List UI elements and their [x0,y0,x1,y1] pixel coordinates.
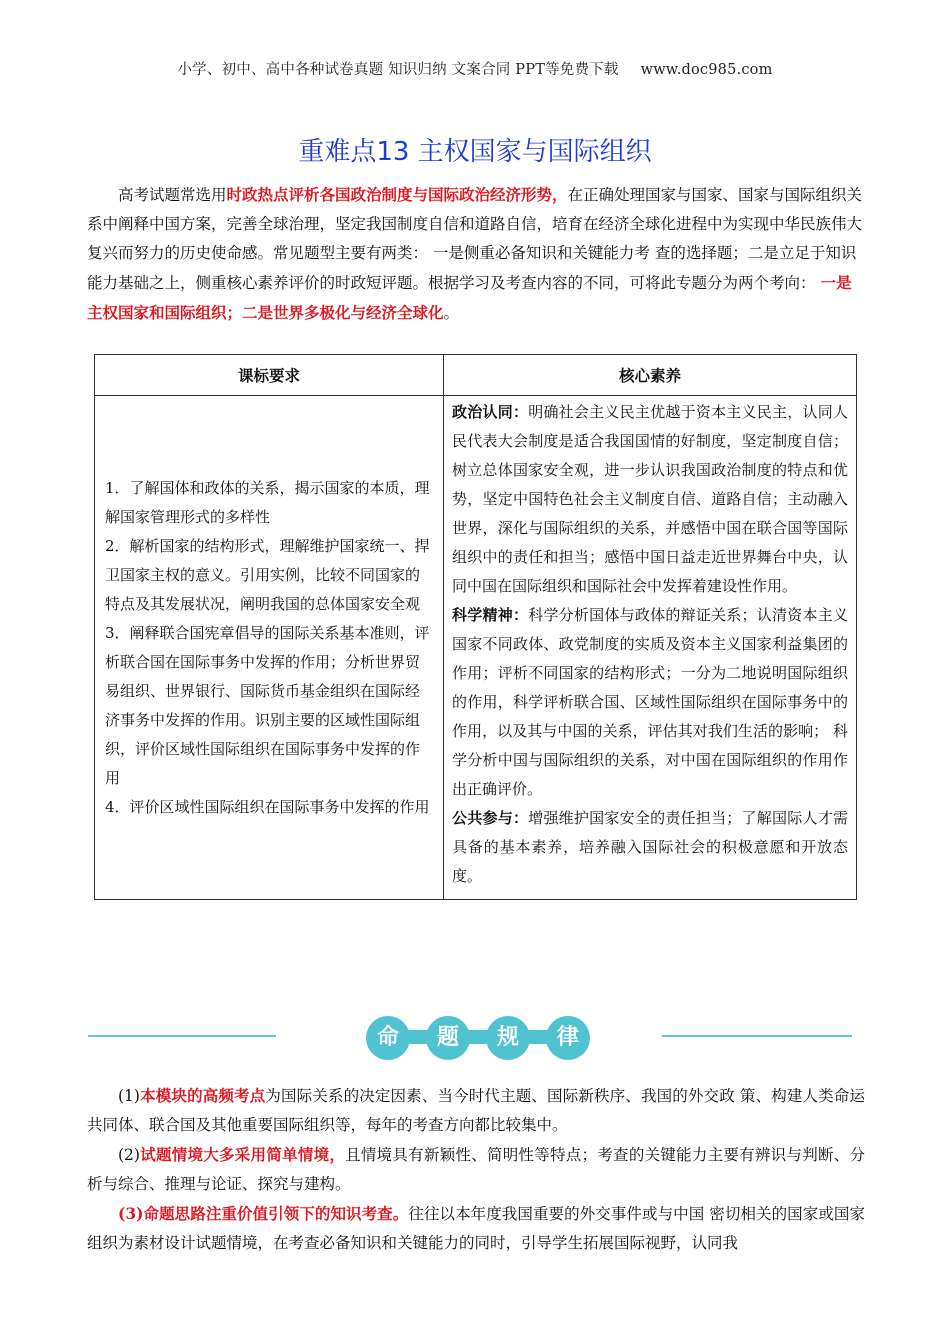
literacy-label: 政治认同： [452,403,529,421]
intro-highlight-2: 一是主权国家和国际组织；二是世界多极化与经济全球化 [87,273,852,322]
section-badge: 命 [366,1016,410,1060]
table-header-standards: 课标要求 [95,355,444,396]
literacy-item [452,601,848,804]
rule-paragraph [87,1081,865,1140]
requirement-item: 1．了解国体和政体的关系，揭示国家的本质，理解国家管理形式的多样性 [105,478,430,526]
requirement-item: 3．阐释联合国宪章倡导的国际关系基本准则，评析联合国在国际事务中发挥的作用；分析世界贸易组织、世界银行、国际货币基金组织在国际经济事务中发挥的作用。识别主要的区域性国际组织，评价区域性国际组织在国际事务中发挥的作用 [105,623,430,787]
page-header [0,58,950,79]
section-badge: 律 [546,1016,590,1060]
requirement-item: 2．解析国家的结构形式，理解维护国家统一、捍卫国家主权的意义。引用实例，比较不同国家的特点及其发展状况，阐明我国的总体国家安全观 [105,536,430,613]
rule-text: 往往以本年度我国重要的外交事件或与中国 密切相关的国家或国家组织为素材设计试题情境，在考查必备知识和关键能力的同时，引导学生拓展国际视野，认同我 [87,1205,865,1252]
literacy-label: 公共参与： [452,809,529,827]
page-title: 重难点13 主权国家与国际组织 [298,137,652,167]
intro-paragraph [87,180,865,328]
rules-section [87,1081,865,1258]
section-badge: 题 [426,1016,470,1060]
intro-highlight-1: 时政热点评析各国政治制度与国际政治经济形势， [226,185,568,204]
literacy-item [452,398,848,601]
rule-highlight: (3)命题思路注重价值引领下的知识考查。 [118,1204,409,1223]
rule-text: 且情境具有新颖性、简明性等特点；考查的关键能力主要有辨识与判断、分析与综合、推理与论证、探究与建构。 [87,1146,865,1193]
rule-number: (2) [118,1146,140,1164]
standards-cell [95,396,444,900]
intro-text-1: 高考试题常选用 [118,186,227,204]
intro-text-3: 。 [443,304,460,322]
requirement-item: 4．评价区域性国际组织在国际事务中发挥的作用 [105,797,430,816]
section-divider-right [662,1035,852,1037]
literacy-cell [444,396,857,900]
rule-text: 为国际关系的决定因素、当今时代主题、国际新秩序、我国的外交政 策、构建人类命运共同体、联合国及其他重要国际组织等，每年的考查方向都比较集中。 [87,1087,865,1134]
table-header-literacy: 核心素养 [444,355,857,396]
literacy-text: 增强维护国家安全的责任担当；了解国际人才需具备的基本素养，培养融入国际社会的积极意愿和开放态度。 [452,809,848,885]
literacy-item [452,804,848,891]
header-url[interactable]: www.doc985.com [640,62,773,78]
requirements-table [94,354,857,900]
rule-paragraph [87,1140,865,1199]
intro-text-2: 在正确处理国家与国家、国家与国际组织关系中阐释中国方案，完善全球治理，坚定我国制度自信和道路自信，培育在经济全球化进程中为实现中华民族伟大复兴而努力的历史使命感。常见题型主要有两类： 一是侧重必备知识和关键能力考 查的选择题；二是立足于知识能力基础之上，侧重核心素养评价的时政短评题。根据学习及考查内容的不同，可将此专题分为两个考向： [87,186,863,292]
section-badge: 规 [486,1016,530,1060]
rule-highlight: 本模块的高频考点 [139,1086,266,1105]
literacy-text: 科学分析国体与政体的辩证关系；认清资本主义国家不同政体、政党制度的实质及资本主义国家利益集团的作用；评析不同国家的结构形式；一分为二地说明国际组织的作用，科学评析联合国、区域性国际组织在国际事务中的作用，以及其与中国的关系，评估其对我们生活的影响； 科学分析中国与国际组织的关系，对中国在国际组织的作用作出正确评价。 [452,606,848,798]
literacy-text: 明确社会主义民主优越于资本主义民主，认同人民代表大会制度是适合我国国情的好制度，坚定制度自信；树立总体国家安全观，进一步认识我国政治制度的特点和优势，坚定中国特色社会主义制度自信、道路自信；主动融入世界，深化与国际组织的关系，并感悟中国在联合国等国际组织中的责任和担当；感悟中国日益走近世界舞台中央，认同中国在国际组织和国际社会中发挥着建设性作用。 [452,403,848,595]
header-text: 小学、初中、高中各种试卷真题 知识归纳 文案合同 PPT等免费下载 [177,62,619,78]
rule-paragraph [87,1199,865,1258]
section-heading-badges [366,1016,592,1060]
rule-number: (1) [118,1087,140,1105]
literacy-label: 科学精神： [452,606,529,624]
section-divider-left [88,1035,276,1037]
rule-highlight: 试题情境大多采用简单情境， [139,1145,346,1164]
